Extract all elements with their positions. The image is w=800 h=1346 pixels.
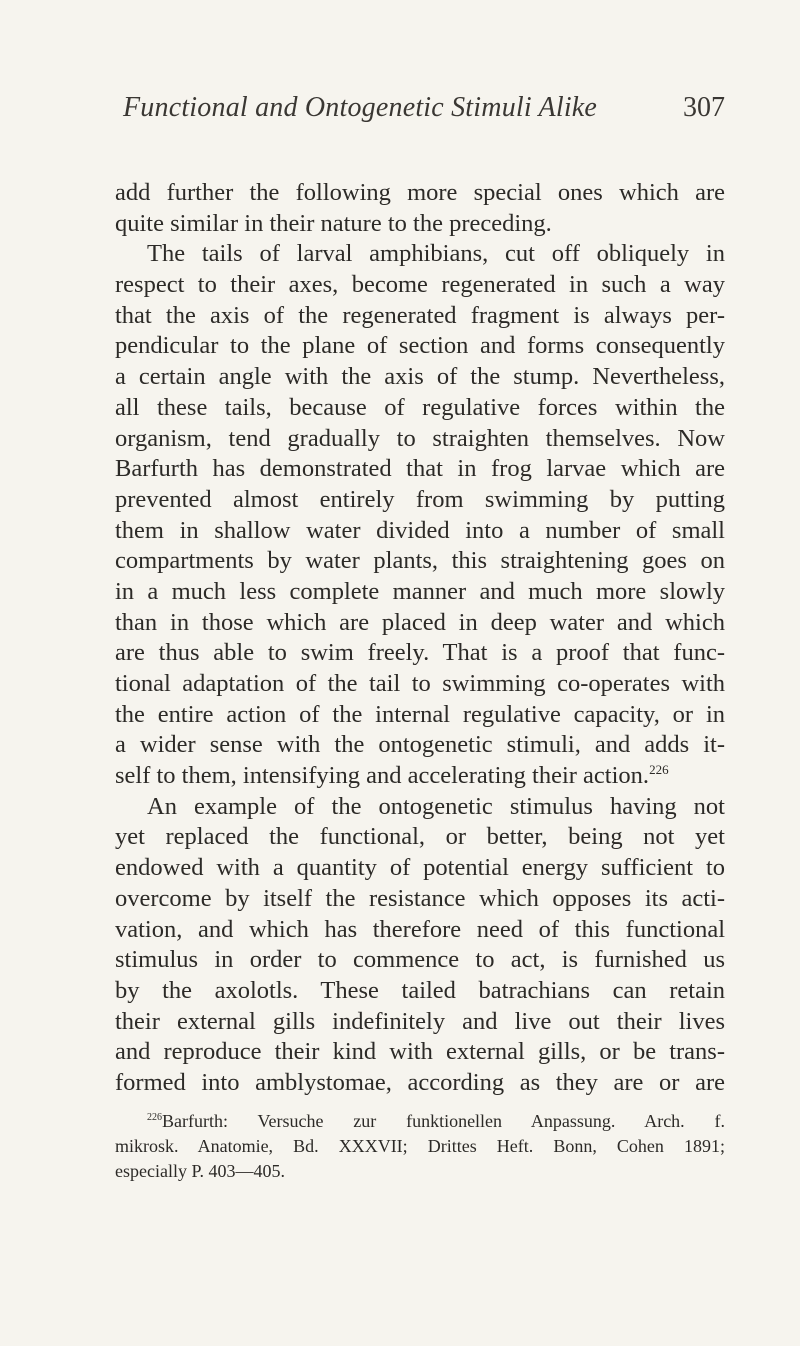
body-line [115, 424, 725, 455]
book-page [115, 92, 725, 1184]
body-line-text: tional adaptation of the tail to swimming co-operates with [115, 670, 725, 697]
body-line-text: An example of the ontogenetic stimulus having not [147, 792, 725, 820]
body-line [115, 270, 725, 301]
body-line-text: compartments by water plants, this straightening goes on [115, 547, 725, 575]
body-line-text: by the axolotls. These tailed batrachians can retain [115, 976, 725, 1004]
body-line-text: the entire action of the internal regulative capacity, or in [115, 700, 725, 728]
body-line-text: stimulus in order to commence to act, is furnished us [115, 946, 725, 974]
body-line-text: and reproduce their kind with external gills, or be trans- [115, 1038, 725, 1066]
body-line-text: respect to their axes, become regenerated in such a way [115, 271, 725, 299]
body-line [115, 761, 725, 792]
body-line [115, 1007, 725, 1038]
body-line [115, 730, 725, 761]
body-line [115, 546, 725, 577]
body-line [115, 822, 725, 853]
page-number: 307 [683, 92, 725, 123]
body-line [115, 1068, 725, 1099]
body-line-text: them in shallow water divided into a number of small [115, 516, 725, 544]
body-line-text: a wider sense with the ontogenetic stimuli, and adds it- [115, 731, 725, 759]
body-line [115, 209, 725, 240]
body-line [115, 945, 725, 976]
body-line [115, 915, 725, 946]
body-line-text: self to them, intensifying and accelerating their action. [115, 762, 650, 790]
body-line-text: prevented almost entirely from swimming by putting [115, 485, 725, 513]
body-line-text: endowed with a quantity of potential energy sufficient to [115, 854, 725, 882]
body-text [115, 178, 725, 1099]
body-line [115, 792, 725, 823]
body-line [115, 853, 725, 884]
footnote-marker: 226 [147, 1111, 162, 1123]
body-line [115, 884, 725, 915]
body-line [115, 239, 725, 270]
footnote-line [115, 1134, 725, 1159]
body-line-text: than in those which are placed in deep water and which [115, 608, 725, 636]
body-line-text: overcome by itself the resistance which opposes its acti- [115, 884, 725, 912]
body-line-text: all these tails, because of regulative forces within the [115, 393, 725, 421]
body-line-text: in a much less complete manner and much more slowly [115, 577, 725, 605]
body-line-text: are thus able to swim freely. That is a proof that func- [115, 639, 725, 667]
body-line [115, 516, 725, 547]
body-line-text: their external gills indefinitely and live out their lives [115, 1007, 725, 1035]
body-line-text: organism, tend gradually to straighten themselves. Now [115, 424, 725, 452]
running-head [115, 92, 725, 134]
footnote-line-text: Barfurth: Versuche zur funktionellen Anpassung. Arch. f. [162, 1110, 725, 1131]
body-line [115, 608, 725, 639]
body-line [115, 178, 725, 209]
footnote-line [115, 1109, 725, 1134]
body-line [115, 485, 725, 516]
footnote [115, 1109, 725, 1184]
body-line-text: The tails of larval amphibians, cut off obliquely in [147, 240, 725, 268]
footnote-line-text: mikrosk. Anatomie, Bd. XXXVII; Drittes Heft. Bonn, Cohen 1891; [115, 1135, 725, 1156]
body-line [115, 301, 725, 332]
body-line [115, 577, 725, 608]
body-line-text: vation, and which has therefore need of this functional [115, 915, 725, 943]
body-line [115, 362, 725, 393]
footnote-reference: 226 [649, 762, 669, 778]
footnote-line-text: especially P. 403—405. [115, 1160, 285, 1181]
body-line [115, 669, 725, 700]
body-line-text: that the axis of the regenerated fragment is always per- [115, 301, 725, 329]
body-line-text: a certain angle with the axis of the stump. Nevertheless, [115, 363, 725, 391]
body-line [115, 976, 725, 1007]
body-line-text: Barfurth has demonstrated that in frog larvae which are [115, 455, 725, 483]
running-head-title: Functional and Ontogenetic Stimuli Alike [123, 92, 598, 123]
footnote-line [115, 1159, 725, 1184]
body-line [115, 454, 725, 485]
body-line-text: quite similar in their nature to the preceding. [115, 209, 552, 237]
body-line-text: add further the following more special ones which are [115, 179, 725, 206]
body-line-text: yet replaced the functional, or better, being not yet [115, 823, 725, 851]
body-line [115, 638, 725, 669]
body-line-text: pendicular to the plane of section and forms consequently [115, 332, 725, 360]
body-line-text: formed into amblystomae, according as they are or are [115, 1068, 725, 1096]
body-line [115, 700, 725, 731]
body-line [115, 331, 725, 362]
body-line [115, 1037, 725, 1068]
body-line [115, 393, 725, 424]
